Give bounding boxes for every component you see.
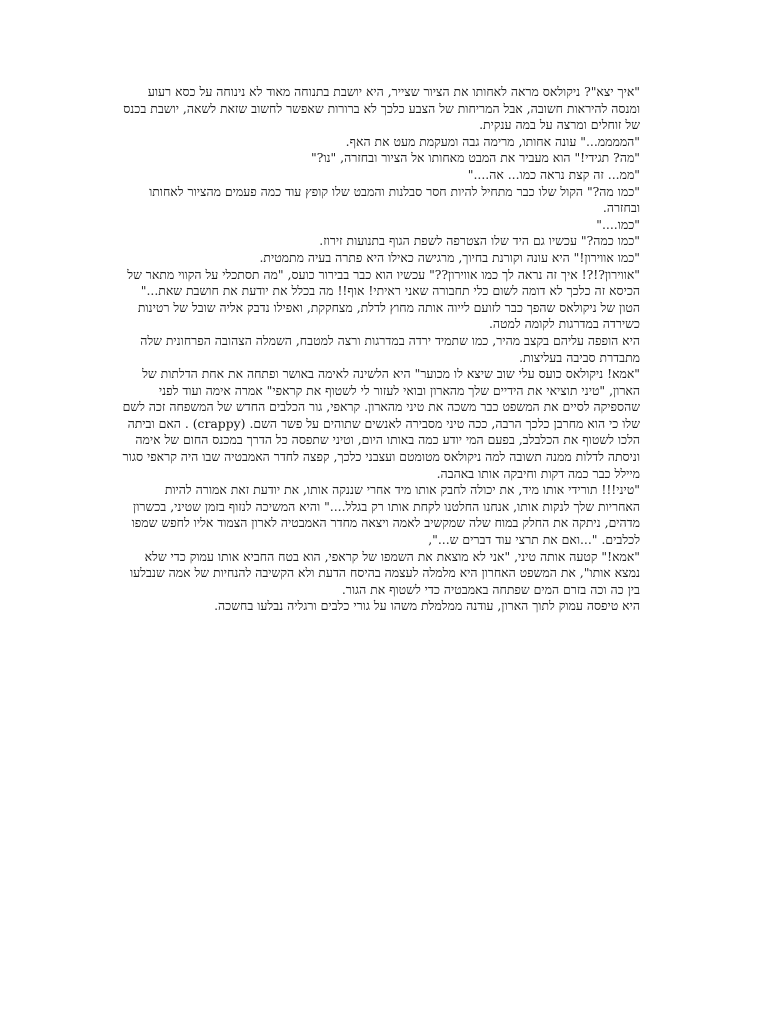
paragraph: "כמו מה?" הקול שלו כבר מתחיל להיות חסר סבלנות והמבט שלו קופץ עוד כמה פעמים מהציור לאחותו ובחזרה. [149, 183, 640, 216]
story-text [120, 84, 640, 615]
paragraph: "מה? תגידי!" הוא מעביר את המבט מאחותו אל הציור ובחזרה, "נו?" [311, 150, 640, 166]
paragraph: "איך יצא"? ניקולאס מראה לאחותו את הציור שצייר, היא יושבת בתנוחה מאוד לא נינוחה על כסא רעוע ומנסה להיראות חשובה, אבל המריחות של הצבע כלכך לא ברורות שאפשר לחשוב שזאת לשאה, יושבת בכנס של זוחלים ומרצה על במה ענקית. [123, 84, 640, 133]
paragraph: "אמא! ניקולאס כועס עלי שוב שיצא לו מכוער" היא הלשינה לאימה באושר ופתחה את אחת הדלתות של הארון, "טיני תוציאי את הידיים שלך מהארון ובואי לעזור לי לשטוף את קראפי" אמרה אימה ועוד לפני שהספיקה לסיים את המשפט כבר משכה את טיני מהארון. קראפי, גור הכלבים החדש של המשפחה זכה לשם שלו כי הוא מחרבן כלכך הרבה, ככה טיני מסבירה לאנשים שתוהים על פשר השם. (crappy) . האם וביתה הלכו לשטוף את הכלבלב, בפעם המי יודע כמה באותו היום, וטיני שתפסה כל הדרך במכנס החום של אימה וניסתה לדלות ממנה תשובה למה ניקולאס מטומטם ועצבני כלכך, קפצה לחדר האמבטיה שבו היה קראפי סגור מיילל כבר כמה דקות וחיבקה אותו באהבה. [122, 366, 640, 481]
paragraph: היא טיפסה עמוק לתוך הארון, עודנה ממלמלת משהו על גורי כלבים ורגליה נבלעו בחשכה. [214, 598, 640, 614]
paragraph: "כמו כמה?" עכשיו גם היד שלו הצטרפה לשפת הגוף בתנועות זירוז. [319, 233, 640, 249]
paragraph: "כמו אווירון!" היא עונה וקורנת בחיוך, מרגישה כאילו היא פתרה בעיה מתמטית. [259, 249, 640, 265]
paragraph: "טיני!!! תורידי אותו מיד, את יכולה לחבק אותו מיד אחרי שננקה אותו, את יודעת זאת אמורה להיות האחריות שלך לנקות אותו, אנחנו החלטנו לקחת אותו רק בגלל...." והיא המשיכה לנזוף בזמן שטיני, בכשרון מדהים, ניתקה את החלק במוח שלה שמקשיב לאמה ויצאה מחדר האמבטיה לארון הצמוד אליו לחפש שמפו לכלבים. "...ואם את תרצי עוד דברים ש...", [131, 482, 640, 548]
paragraph: היא הופפה עליהם בקצב מהיר, כמו שתמיד ירדה במדרגות ורצה למטבח, השמלה הצהובה הפרחונית שלה מתבדרת סביבה בעליצות. [140, 332, 640, 365]
paragraph: "כמו...." [596, 216, 640, 232]
paragraph: "ממ... זה קצת נראה כמו... אה...." [467, 166, 640, 182]
paragraph: "אמא!" קטעה אותה טיני, "אני לא מוצאת את השמפו של קראפי, הוא בטח החביא אותו עמוק כדי שלא נמצא אותו", את המשפט האחרון היא מלמלה לעצמה בהיסח הדעת ולא הקשיבה להנחיות של אמה שנבלעו בין כה וכה בזרם המים שפתחה באמבטיה כדי לשטוף את הגור. [129, 548, 640, 597]
paragraph: "אווירון?!?! איך זה נראה לך כמו אווירון??" עכשיו הוא כבר בבירור כועס, "מה תסתכלי על הקווי מתאר של הכיסא זה כלכך לא דומה לשום כלי תחבורה שאני ראיתי! אוף!! מה בכלל את יודעת את חושבת שאת..." הטון של ניקולאס שהפך כבר לזועם לייוה אותה מחוץ לדלת, מצחקקת, ואפילו נדבק אליה שובל של רטינות כשירדה במדרגות לקומה למטה. [127, 266, 640, 332]
paragraph: "הממממ..." עונה אחותו, מרימה גבה ומעקמת מעט את האף. [345, 133, 640, 149]
